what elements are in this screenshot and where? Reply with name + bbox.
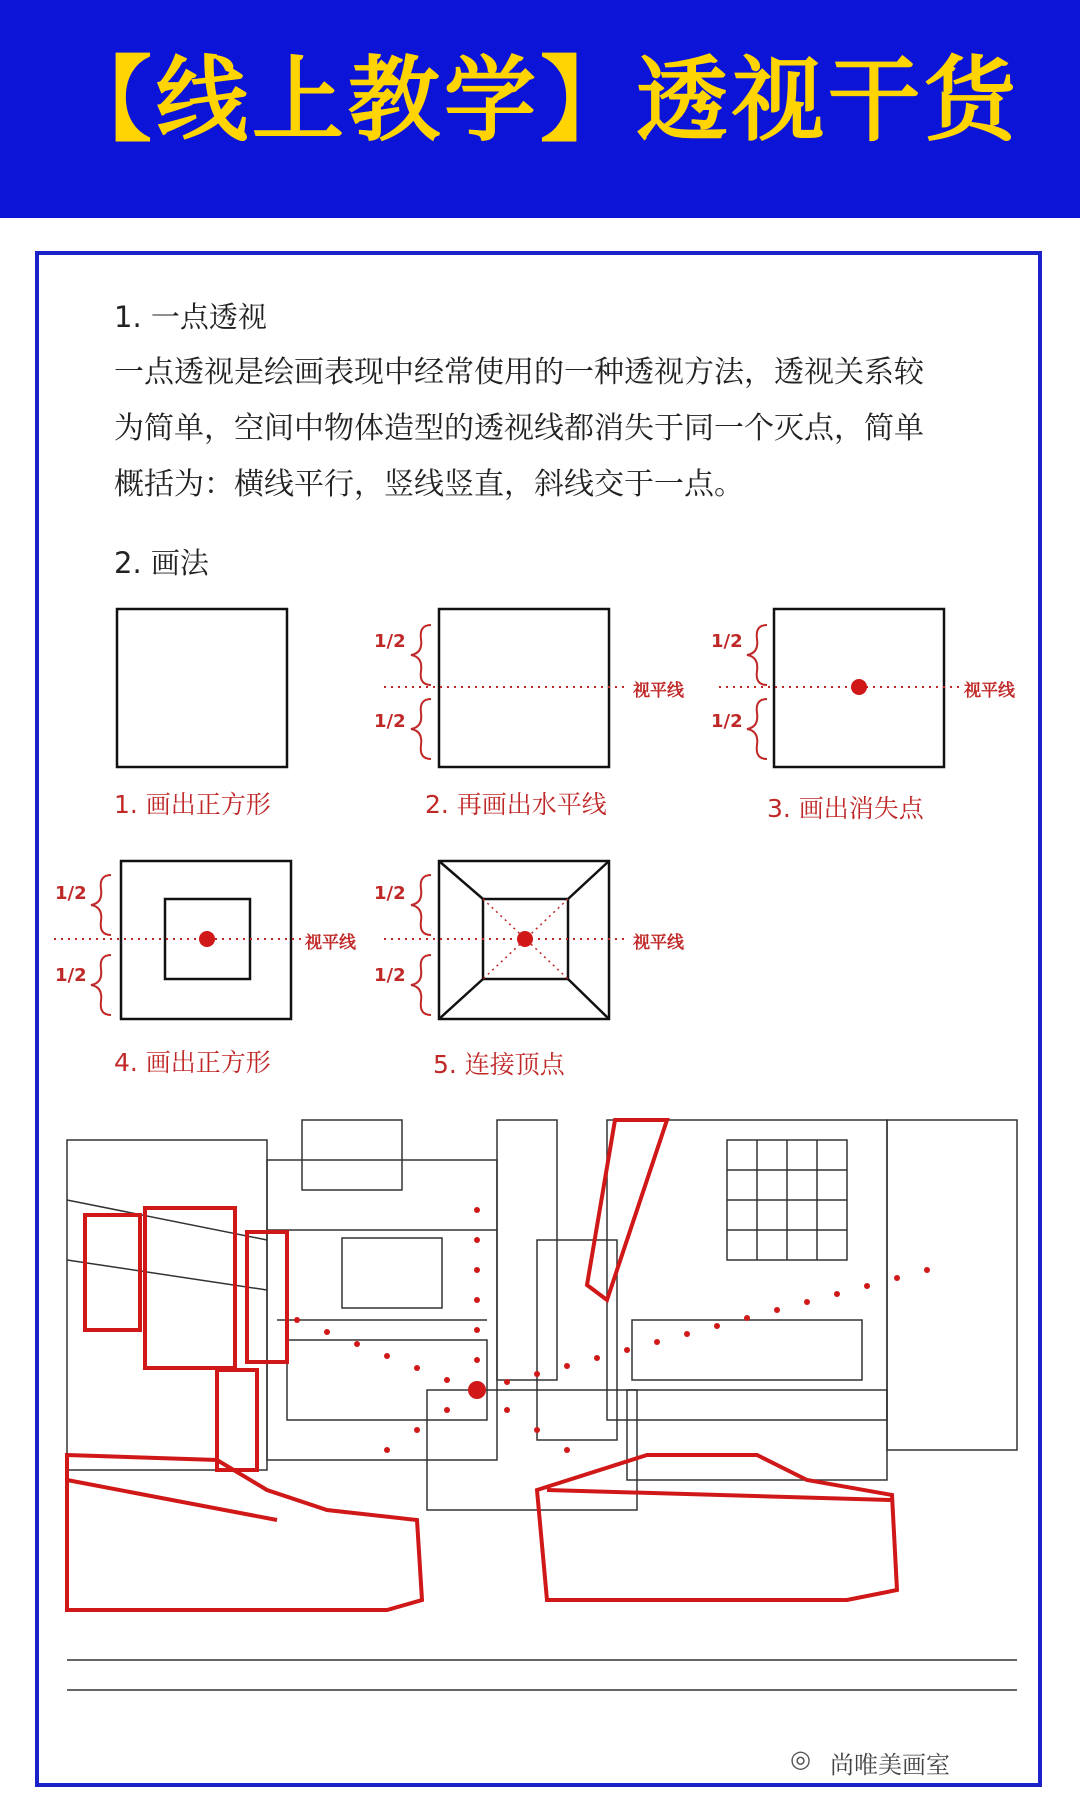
vanishing-lines	[294, 1207, 930, 1453]
step3-caption: 3. 画出消失点	[767, 794, 924, 823]
step5-horizon-label: 视平线	[633, 933, 684, 953]
street-sketch	[67, 1120, 1017, 1725]
section-heading-method: 2. 画法	[114, 546, 209, 580]
step4-half-bottom: 1/2	[55, 965, 87, 986]
step1-caption: 1. 画出正方形	[114, 790, 271, 819]
step2-caption: 2. 再画出水平线	[425, 790, 607, 819]
paragraph-line-1: 一点透视是绘画表现中经常使用的一种透视方法，透视关系较	[114, 355, 924, 390]
paragraph-line-2: 为简单，空间中物体造型的透视线都消失于同一个灭点，简单	[114, 411, 924, 446]
step5-brace-top	[411, 875, 431, 935]
step2-horizon-label: 视平线	[633, 681, 684, 701]
step3-half-top: 1/2	[711, 631, 743, 652]
paragraph-line-3: 概括为：横线平行，竖线竖直，斜线交于一点。	[114, 467, 744, 502]
step4-horizon-label: 视平线	[305, 933, 356, 953]
step5-caption: 5. 连接顶点	[433, 1050, 565, 1079]
step2-brace-bottom	[411, 699, 431, 759]
step3-vanishing-point	[851, 679, 867, 695]
step5-half-bottom: 1/2	[374, 965, 406, 986]
step5-vanishing-point	[517, 931, 533, 947]
section-heading-one-point: 1. 一点透视	[114, 300, 267, 334]
step4-half-top: 1/2	[55, 883, 87, 904]
header-banner	[0, 0, 1080, 218]
step4-brace-top	[91, 875, 111, 935]
street-perspective-illustration	[67, 1120, 1017, 1725]
watermark: 尚唯美画室	[830, 1751, 950, 1779]
step2-brace-top	[411, 625, 431, 685]
step4-caption: 4. 画出正方形	[114, 1048, 271, 1077]
content-panel	[35, 251, 1042, 1787]
step2-half-top: 1/2	[374, 631, 406, 652]
step3-brace-top	[747, 625, 767, 685]
step5-half-top: 1/2	[374, 883, 406, 904]
step3-half-bottom: 1/2	[711, 711, 743, 732]
wechat-icon: ◎	[790, 1745, 811, 1773]
step3-horizon-label: 视平线	[964, 681, 1015, 701]
step3-brace-bottom	[747, 699, 767, 759]
step5-brace-bottom	[411, 955, 431, 1015]
step4-brace-bottom	[91, 955, 111, 1015]
page-title: 【线上教学】透视干货	[59, 47, 1020, 154]
step4-vanishing-point	[199, 931, 215, 947]
step2-half-bottom: 1/2	[374, 711, 406, 732]
steps-diagram	[39, 255, 1039, 1015]
step1-square	[117, 609, 287, 767]
